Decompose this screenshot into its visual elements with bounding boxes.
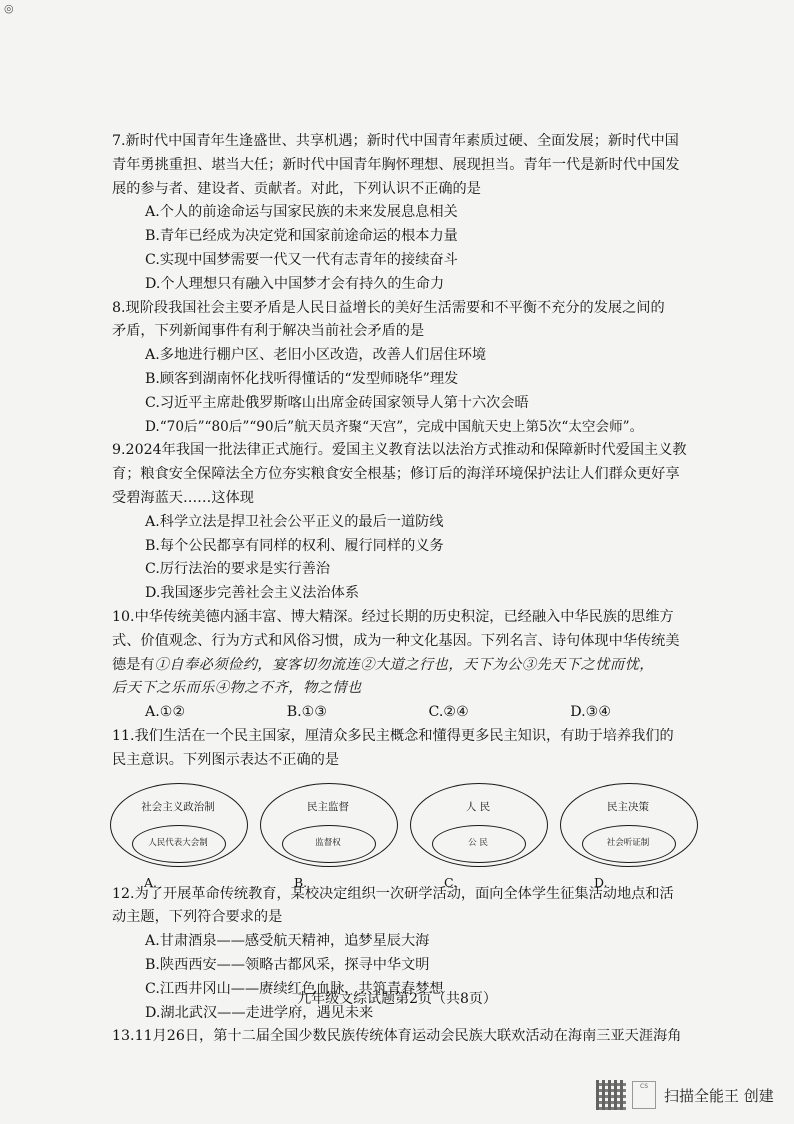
diagram-letter: D. (594, 874, 608, 890)
outer-label: 民主监督 (307, 800, 349, 813)
outer-label: 社会主义政治制 (141, 800, 215, 813)
inner-label: 人民代表大会制 (148, 837, 208, 848)
inner-label: 公 民 (468, 837, 488, 848)
diagram-a (110, 783, 250, 890)
question-stem: 动主题，下列符合要求的是 (112, 909, 283, 926)
diagram-letter: B. (294, 874, 308, 890)
question-9 (112, 439, 712, 606)
question-stem: 育；粮食安全保障法全方位夯实粮食安全根基；修订后的海洋环境保护法让人们群众更好享 (112, 466, 680, 483)
question-stem: 式、价值观念、行为方式和风俗习惯，成为一种文化基因。下列名言、诗句体现中华传统美 (112, 632, 680, 649)
question-stem: 矛盾，下列新闻事件有利于解决当前社会矛盾的是 (112, 323, 425, 340)
option-b: B.每个公民都享有同样的权利、履行同样的义务 (145, 537, 444, 554)
quote-text: 后天下之乐而乐④物之不齐，物之情也 (112, 680, 362, 697)
question-stem (112, 654, 712, 678)
question-8 (112, 297, 712, 440)
inner-label: 监督权 (315, 837, 341, 848)
question-stem: 8.现阶段我国社会主要矛盾是人民日益增长的美好生活需要和不平衡不充分的发展之间的 (112, 299, 665, 316)
question-13 (112, 1025, 712, 1049)
option-c: C.厉行法治的要求是实行善治 (145, 561, 331, 578)
diagram-letter: A. (144, 874, 158, 890)
question-stem: 民主意识。下列图示表达不正确的是 (112, 751, 340, 768)
question-stem: 受碧海蓝天……这体现 (112, 489, 254, 506)
question-stem: 青年勇挑重担、堪当大任；新时代中国青年胸怀理想、展现担当。青年一代是新时代中国发 (112, 156, 680, 173)
scanner-text: 扫描全能王 创建 (664, 1086, 774, 1105)
scanner-logo: CS (632, 1081, 656, 1109)
page-footer: 九年级文综试题第2页（共8页） (297, 991, 497, 1007)
option-b: B.顾客到湖南怀化找听得懂话的“发型师晓华”理发 (145, 370, 459, 387)
question-stem: 展的参与者、建设者、贡献者。对此，下列认识不正确的是 (112, 180, 481, 197)
outer-label: 民主决策 (607, 800, 649, 813)
diagram-c (410, 783, 550, 890)
scanner-watermark (596, 1080, 774, 1110)
scan-corner-mark: ◎ (4, 2, 14, 15)
option-d: D.湖北武汉——走进学府，遇见未来 (145, 1004, 374, 1021)
option-d: D.“70后”“80后”“90后”航天员齐聚“天宫”，完成中国航天史上第5次“太空会师”。 (145, 418, 644, 435)
question-stem: 13.11月26日，第十二届全国少数民族传统体育运动会民族大联欢活动在海南三亚天涯海角 (112, 1028, 682, 1045)
outer-label: 人 民 (465, 800, 491, 813)
option-a: A.甘肃酒泉——感受航天精神，追梦星辰大海 (145, 933, 430, 950)
question-stem: 10.中华传统美德内涵丰富、博大精深。经过长期的历史积淀，已经融入中华民族的思维方 (112, 608, 674, 625)
option-b: B.①③ (286, 704, 328, 721)
option-a: A.个人的前途命运与国家民族的未来发展息息相关 (145, 204, 458, 221)
option-c: C.②④ (428, 704, 469, 721)
option-c: C.习近平主席赴俄罗斯喀山出席金砖国家领导人第十六次会晤 (145, 394, 529, 411)
option-d: D.③④ (570, 704, 612, 721)
qr-code-icon (596, 1080, 626, 1110)
inner-label: 社会听证制 (606, 837, 650, 848)
question-stem: 11.我们生活在一个民主国家，厘清众多民主概念和懂得更多民主知识，有助于培养我们的 (112, 727, 674, 744)
diagram-letter: C. (444, 874, 458, 890)
option-a: A.多地进行棚户区、老旧小区改造，改善人们居住环境 (145, 347, 487, 364)
option-c: C.江西井冈山——赓续红色血脉，共筑青春梦想 (145, 980, 444, 997)
option-b: B.青年已经成为决定党和国家前途命运的根本力量 (145, 228, 458, 245)
question-stem: 12.为了开展革命传统教育，某校决定组织一次研学活动，面向全体学生征集活动地点和活 (112, 885, 674, 902)
option-d: D.个人理想只有融入中国梦才会有持久的生命力 (145, 275, 445, 292)
question-10 (112, 606, 712, 725)
exam-page (112, 130, 712, 1049)
option-a: A.①② (145, 704, 186, 721)
option-a: A.科学立法是捍卫社会公平正义的最后一道防线 (145, 513, 444, 530)
question-stem: 9.2024年我国一批法律正式施行。爱国主义教育法以法治方式推动和保障新时代爱国主义教 (112, 442, 687, 459)
option-b: B.陕西西安——领略古都风采，探寻中华文明 (145, 956, 430, 973)
diagram-d (560, 783, 700, 890)
question-11 (112, 725, 712, 890)
quote-text: ①自奉必须俭约，宴客切勿流连②大道之行也，天下为公③先天下之忧而忧， (154, 656, 654, 673)
question-stem: 7.新时代中国青年生逢盛世、共享机遇；新时代中国青年素质过硬、全面发展；新时代中国 (112, 133, 679, 149)
option-c: C.实现中国梦需要一代又一代有志青年的接续奋斗 (145, 251, 458, 268)
question-7 (112, 130, 712, 297)
venn-diagram-row (112, 775, 712, 890)
option-d: D.我国逐步完善社会主义法治体系 (145, 585, 360, 602)
diagram-b (260, 783, 400, 890)
short-options (112, 701, 712, 725)
stem-lead: 德是有 (112, 656, 155, 673)
